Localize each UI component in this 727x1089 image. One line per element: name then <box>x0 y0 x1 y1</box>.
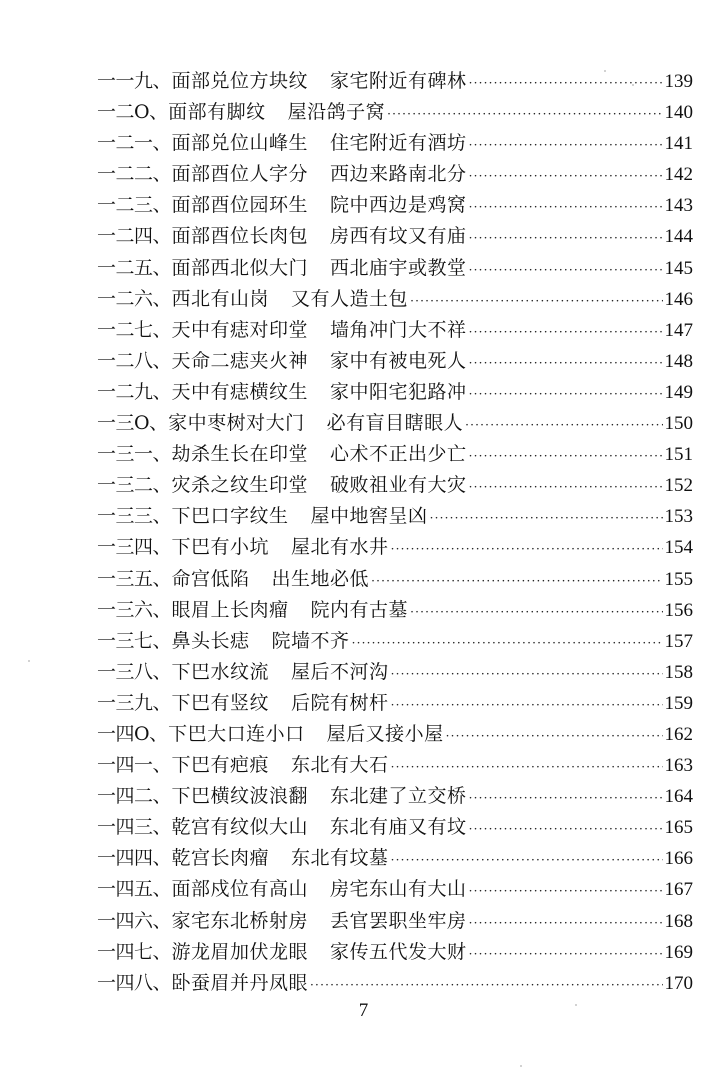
toc-entry-title: 下巴大口连小口 <box>168 722 305 745</box>
toc-entry <box>97 812 693 843</box>
toc-entry-page: 148 <box>664 350 693 372</box>
dot-leader <box>391 752 663 783</box>
toc-entry-title: 家中枣树对大门 <box>168 412 305 435</box>
toc-entry-title: 天中有痣横纹生 <box>171 380 309 403</box>
toc-entry-title: 下巴有竖纹 <box>171 691 270 714</box>
toc-entry-page: 167 <box>664 879 693 901</box>
toc-entry <box>97 564 693 595</box>
scan-speckle <box>520 1065 522 1067</box>
toc-entry-page: 150 <box>664 413 693 435</box>
toc-entry-number: 一四四 <box>97 847 153 870</box>
dot-leader <box>371 566 662 597</box>
toc-entry-page: 163 <box>664 755 693 777</box>
toc-entry-separator: 、 <box>152 816 172 839</box>
toc-entry-number: 一四六 <box>97 909 153 932</box>
toc-entry-page: 144 <box>664 226 693 248</box>
toc-entry-page: 165 <box>664 817 693 839</box>
dot-leader <box>391 845 663 876</box>
toc-entry-number: 一二八 <box>97 349 153 372</box>
toc-entry-page: 146 <box>664 288 693 310</box>
toc-entry-page: 145 <box>664 257 693 279</box>
toc-entry-separator: 、 <box>152 349 172 372</box>
dot-leader <box>430 503 663 534</box>
toc-entry-subtitle: 家宅附近有碑林 <box>330 70 467 92</box>
toc-entry <box>97 66 693 97</box>
toc-entry <box>97 221 693 252</box>
dot-leader <box>410 286 662 317</box>
toc-entry-separator: 、 <box>152 691 172 714</box>
toc-entry-subtitle: 墙角冲门大不祥 <box>330 318 467 341</box>
toc-entry <box>97 532 693 563</box>
toc-entry <box>97 719 693 750</box>
toc-entry-subtitle: 房宅东山有大山 <box>330 878 467 901</box>
scan-speckle <box>28 660 30 662</box>
toc-entry-subtitle: 破败祖业有大灾 <box>330 474 467 497</box>
toc-entry-separator: 、 <box>152 754 172 777</box>
dot-leader <box>352 628 663 659</box>
toc-entry-title: 面部兑位方块纹 <box>171 70 309 92</box>
toc-entry-page: 149 <box>664 381 693 403</box>
toc-entry-title: 鼻头长痣 <box>171 629 250 652</box>
toc-entry-title: 家宅东北桥射房 <box>171 909 309 932</box>
toc-entry-separator: 、 <box>152 847 172 870</box>
toc-entry-number: 一四O <box>97 722 150 745</box>
toc-entry-subtitle: 住宅附近有酒坊 <box>330 132 467 155</box>
toc-entry-title: 面部酉位长肉包 <box>171 225 309 248</box>
toc-entry-title: 下巴有疤痕 <box>171 754 270 777</box>
toc-entry-title: 下巴横纹波浪翻 <box>171 785 309 808</box>
toc-entry-number: 一三三 <box>97 505 153 528</box>
toc-entry-separator: 、 <box>152 971 172 994</box>
toc-entry <box>97 781 693 812</box>
toc-entry-title: 下巴口字纹生 <box>171 505 289 528</box>
toc-entry-number: 一三六 <box>97 598 153 621</box>
toc-entry-number: 一二O <box>97 101 150 124</box>
dot-leader <box>391 534 663 565</box>
dot-leader <box>469 472 663 503</box>
toc-entry <box>97 750 693 781</box>
toc-entry-separator: 、 <box>152 380 172 403</box>
toc-entry-subtitle: 屋后又接小屋 <box>326 722 444 745</box>
toc-entry-subtitle: 房西有坟又有庙 <box>330 225 467 248</box>
toc-entry-separator: 、 <box>149 101 169 124</box>
toc-entry-subtitle: 东北有庙又有坟 <box>330 816 467 839</box>
toc-entry-separator: 、 <box>152 318 172 341</box>
toc-entry <box>97 937 693 968</box>
toc-entry-subtitle: 屋北有水井 <box>291 536 389 559</box>
toc-entry-title: 面部西北似大门 <box>171 256 309 279</box>
toc-entry-separator: 、 <box>152 878 172 901</box>
toc-entry-subtitle: 院墙不齐 <box>271 629 350 652</box>
dot-leader <box>469 441 663 472</box>
toc-entry <box>97 595 693 626</box>
dot-leader <box>469 68 663 99</box>
toc-entry-separator: 、 <box>152 194 172 217</box>
toc-entry-page: 168 <box>664 910 693 932</box>
toc-entry-subtitle: 家中阳宅犯路冲 <box>330 380 467 403</box>
dot-leader <box>469 939 663 970</box>
toc-entry-number: 一三一 <box>97 443 153 466</box>
dot-leader <box>469 908 663 939</box>
toc-entry-separator: 、 <box>152 629 172 652</box>
toc-entry-number: 一四五 <box>97 878 153 901</box>
dot-leader <box>310 970 662 1001</box>
toc-entry-subtitle: 西北庙宇或教堂 <box>330 256 467 279</box>
toc-entry-number: 一一九 <box>97 70 153 92</box>
toc-entry-page: 155 <box>664 568 693 590</box>
toc-entry-page: 158 <box>664 661 693 683</box>
toc-entry-title: 灾杀之纹生印堂 <box>171 474 309 497</box>
dot-leader <box>446 721 663 752</box>
toc-entry <box>97 97 693 128</box>
toc-entry-number: 一三二 <box>97 474 153 497</box>
toc-entry-subtitle: 屋中地窖呈凶 <box>310 505 428 528</box>
toc-entry-number: 一二二 <box>97 163 153 186</box>
dot-leader <box>469 814 663 845</box>
toc-entry-number: 一三四 <box>97 536 153 559</box>
toc-entry-title: 下巴水纹流 <box>171 660 270 683</box>
table-of-contents <box>97 66 693 999</box>
dot-leader <box>410 597 662 628</box>
toc-entry-subtitle: 屋沿鸽子窝 <box>287 101 386 124</box>
toc-entry-page: 159 <box>664 692 693 714</box>
toc-entry <box>97 906 693 937</box>
toc-entry-title: 下巴有小坑 <box>171 536 270 559</box>
toc-entry-number: 一三七 <box>97 629 153 652</box>
toc-entry <box>97 284 693 315</box>
toc-entry-number: 一四三 <box>97 816 153 839</box>
toc-entry-title: 天中有痣对印堂 <box>171 318 309 341</box>
toc-entry-separator: 、 <box>152 536 172 559</box>
toc-entry-number: 一三九 <box>97 691 153 714</box>
toc-entry-separator: 、 <box>152 505 172 528</box>
toc-entry-subtitle: 院中西边是鸡窝 <box>330 194 467 217</box>
toc-entry-page: 147 <box>664 319 693 341</box>
toc-entry-page: 157 <box>664 630 693 652</box>
toc-entry-page: 169 <box>664 941 693 963</box>
toc-entry-title: 劫杀生长在印堂 <box>171 443 309 466</box>
toc-entry-title: 游龙眉加伏龙眼 <box>171 940 309 963</box>
toc-entry-subtitle: 家传五代发大财 <box>330 940 467 963</box>
toc-entry <box>97 688 693 719</box>
toc-entry-title: 面部酉位人字分 <box>171 163 309 186</box>
toc-entry <box>97 439 693 470</box>
toc-entry-number: 一二四 <box>97 225 153 248</box>
toc-entry-subtitle: 必有盲目瞎眼人 <box>326 412 464 435</box>
dot-leader <box>469 161 663 192</box>
toc-entry-subtitle: 丢官罢职坐牢房 <box>330 909 467 932</box>
toc-entry-title: 面部戍位有高山 <box>171 878 309 901</box>
toc-entry-subtitle: 院内有古墓 <box>310 598 409 621</box>
toc-entry-number: 一三五 <box>97 567 153 590</box>
toc-entry-separator: 、 <box>152 70 172 92</box>
toc-entry-title: 面部酉位园环生 <box>171 194 309 217</box>
toc-entry-separator: 、 <box>152 598 172 621</box>
toc-entry-number: 一二一 <box>97 132 153 155</box>
toc-entry <box>97 626 693 657</box>
toc-entry-page: 170 <box>664 972 693 994</box>
toc-entry-title: 乾宫有纹似大山 <box>171 816 309 839</box>
toc-entry-page: 152 <box>664 475 693 497</box>
toc-entry-separator: 、 <box>152 443 172 466</box>
toc-entry-page: 140 <box>664 102 693 124</box>
toc-entry-subtitle: 东北有坟墓 <box>291 847 389 870</box>
toc-entry <box>97 346 693 377</box>
toc-entry <box>97 501 693 532</box>
toc-entry <box>97 874 693 905</box>
toc-entry-number: 一二三 <box>97 194 153 217</box>
toc-entry-number: 一二七 <box>97 318 153 341</box>
toc-entry-subtitle: 后院有树杆 <box>291 691 389 714</box>
dot-leader <box>469 317 663 348</box>
toc-entry-title: 西北有山岗 <box>171 287 270 310</box>
toc-entry-page: 143 <box>664 195 693 217</box>
toc-entry-number: 一二九 <box>97 380 153 403</box>
toc-entry-page: 162 <box>664 723 693 745</box>
toc-entry <box>97 377 693 408</box>
dot-leader <box>469 255 663 286</box>
toc-entry-number: 一四二 <box>97 785 153 808</box>
toc-entry-title: 卧蚕眉并丹凤眼 <box>171 971 309 994</box>
toc-entry-subtitle: 出生地必低 <box>271 567 370 590</box>
toc-entry-separator: 、 <box>149 412 169 435</box>
toc-entry <box>97 843 693 874</box>
toc-entry-number: 一三八 <box>97 660 153 683</box>
toc-entry-page: 166 <box>664 848 693 870</box>
toc-entry-title: 乾宫长肉瘤 <box>171 847 270 870</box>
toc-entry <box>97 408 693 439</box>
toc-entry-number: 一四七 <box>97 940 153 963</box>
toc-entry-separator: 、 <box>152 660 172 683</box>
toc-entry <box>97 253 693 284</box>
toc-entry-separator: 、 <box>152 132 172 155</box>
dot-leader <box>469 783 663 814</box>
toc-entry <box>97 470 693 501</box>
toc-entry-subtitle: 西边来路南北分 <box>330 163 467 186</box>
dot-leader <box>391 690 663 721</box>
toc-entry <box>97 190 693 221</box>
toc-entry-subtitle: 家中有被电死人 <box>330 349 467 372</box>
toc-entry <box>97 315 693 346</box>
toc-entry-subtitle: 屋后不河沟 <box>291 660 389 683</box>
toc-entry-title: 天命二痣夹火神 <box>171 349 309 372</box>
toc-entry-title: 命宫低陷 <box>171 567 250 590</box>
toc-entry-page: 139 <box>664 71 693 92</box>
toc-entry-number: 一三O <box>97 412 150 435</box>
toc-entry-separator: 、 <box>152 909 172 932</box>
toc-entry-page: 156 <box>664 599 693 621</box>
toc-entry-page: 151 <box>664 444 693 466</box>
toc-entry-page: 141 <box>664 133 693 155</box>
toc-entry <box>97 128 693 159</box>
toc-entry <box>97 657 693 688</box>
toc-entry-number: 一二五 <box>97 256 153 279</box>
toc-entry-page: 153 <box>664 506 693 528</box>
toc-entry-separator: 、 <box>152 287 172 310</box>
toc-entry <box>97 159 693 190</box>
toc-entry-separator: 、 <box>152 785 172 808</box>
toc-entry-separator: 、 <box>152 163 172 186</box>
toc-entry-separator: 、 <box>152 567 172 590</box>
dot-leader <box>469 348 663 379</box>
dot-leader <box>465 410 662 441</box>
dot-leader <box>469 130 663 161</box>
toc-entry-title: 面部兑位山峰生 <box>171 132 309 155</box>
toc-entry-subtitle: 又有人造土包 <box>291 287 409 310</box>
toc-entry-title: 面部有脚纹 <box>168 101 266 124</box>
toc-entry-separator: 、 <box>152 474 172 497</box>
toc-entry-number: 一二六 <box>97 287 153 310</box>
toc-entry-number: 一四一 <box>97 754 153 777</box>
dot-leader <box>391 659 663 690</box>
dot-leader <box>469 876 663 907</box>
dot-leader <box>469 192 663 223</box>
toc-entry-separator: 、 <box>152 256 172 279</box>
toc-entry-page: 154 <box>664 537 693 559</box>
toc-entry-separator: 、 <box>149 722 169 745</box>
toc-entry-title: 眼眉上长肉瘤 <box>171 598 289 621</box>
toc-entry-subtitle: 东北有大石 <box>291 754 389 777</box>
page-number: 7 <box>358 1000 369 1021</box>
toc-entry <box>97 968 693 999</box>
dot-leader <box>469 223 663 254</box>
toc-entry-subtitle: 东北建了立交桥 <box>330 785 467 808</box>
toc-entry-page: 164 <box>664 786 693 808</box>
toc-entry-separator: 、 <box>152 225 172 248</box>
toc-entry-page: 142 <box>664 164 693 186</box>
toc-entry-separator: 、 <box>152 940 172 963</box>
dot-leader <box>387 99 662 130</box>
toc-entry-subtitle: 心术不正出少亡 <box>330 443 467 466</box>
dot-leader <box>469 379 663 410</box>
toc-entry-number: 一四八 <box>97 971 153 994</box>
